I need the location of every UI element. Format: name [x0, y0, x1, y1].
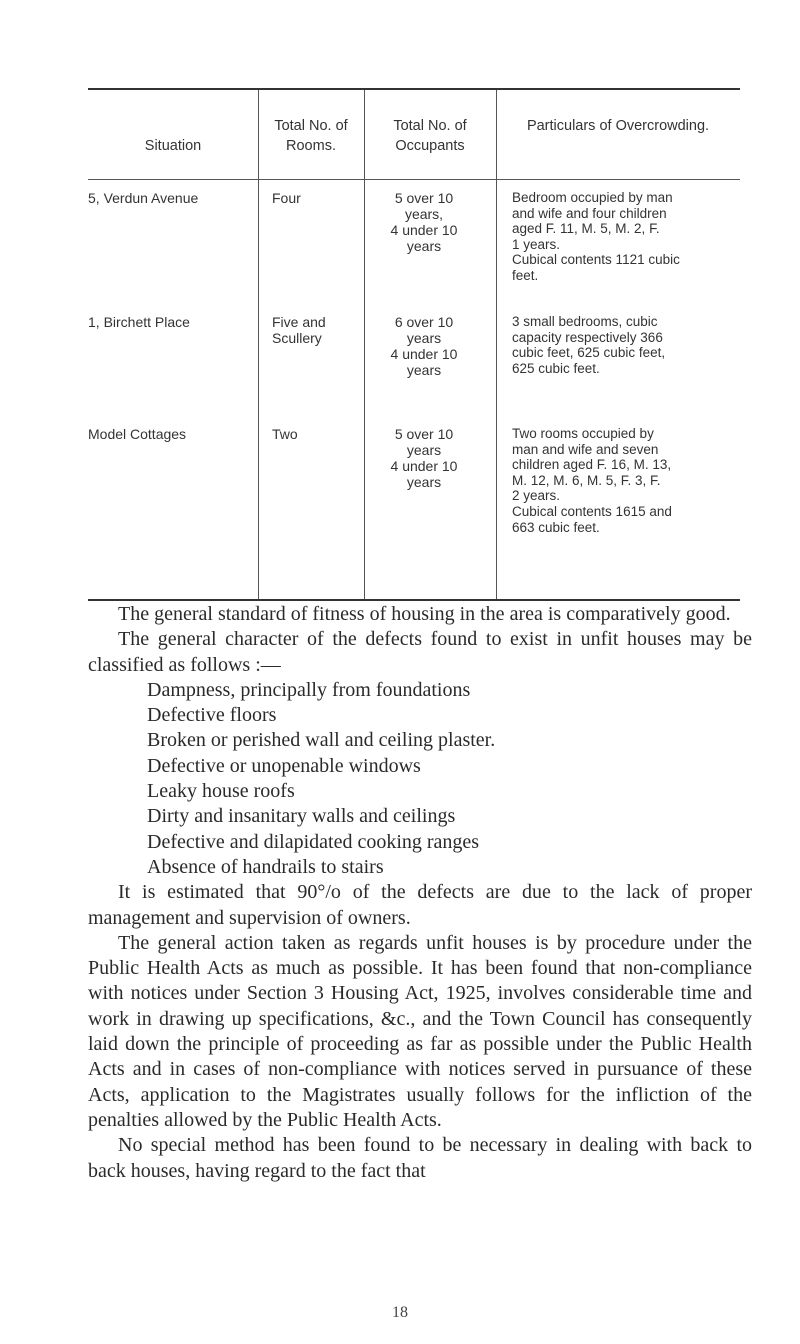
- row3-situation: Model Cottages: [88, 426, 187, 442]
- list-item: Absence of handrails to stairs: [147, 855, 384, 878]
- defects-list: [88, 678, 752, 880]
- text-line: years: [406, 330, 442, 346]
- row1-rooms: Four: [272, 190, 301, 206]
- text-line: years: [406, 442, 442, 458]
- text-line: Five and: [272, 314, 326, 330]
- text-line: years: [406, 474, 442, 490]
- text-line: feet.: [512, 267, 539, 283]
- text-line: 4 under 10: [390, 458, 458, 474]
- table-top-rule: [88, 88, 740, 90]
- list-item: Defective or unopenable windows: [147, 754, 421, 777]
- text-line: 5 over 10: [394, 426, 454, 442]
- text-line: years: [406, 238, 442, 254]
- text-line: man and wife and seven: [512, 441, 659, 457]
- text-line: 5 over 10: [394, 190, 454, 206]
- text-line: 4 under 10: [390, 222, 458, 238]
- header-situation: Situation: [144, 138, 202, 154]
- paragraph: It is estimated that 90°/o of the defects are due to the lack of proper management and supervision of owners.: [88, 881, 752, 929]
- column-divider: [496, 90, 497, 599]
- row2-situation: 1, Birchett Place: [88, 314, 190, 330]
- text-line: children aged F. 16, M. 13,: [512, 457, 672, 473]
- header-rooms: Total No. of Rooms.: [274, 118, 348, 154]
- text-line: Cubical contents 1615 and: [512, 503, 672, 519]
- row1-occupants: [364, 190, 484, 254]
- list-item: Dampness, principally from foundations: [147, 678, 471, 701]
- text-line: cubic feet, 625 cubic feet,: [512, 345, 666, 361]
- text-line: 6 over 10: [394, 314, 454, 330]
- text-line: 663 cubic feet.: [512, 519, 600, 535]
- list-item: Broken or perished wall and ceiling plaster.: [147, 729, 496, 752]
- row3-occupants: [364, 426, 484, 490]
- row2-rooms: [272, 314, 362, 346]
- row1-particulars: [512, 190, 740, 284]
- text-line: 4 under 10: [390, 346, 458, 362]
- text-line: and wife and four children: [512, 205, 667, 221]
- row3-particulars: [512, 426, 740, 535]
- row2-particulars: [512, 314, 740, 376]
- header-particulars: Particulars of Overcrowding.: [526, 118, 710, 134]
- text-line: aged F. 11, M. 5, M. 2, F.: [512, 221, 660, 237]
- text-line: 625 cubic feet.: [512, 360, 600, 376]
- text-line: M. 12, M. 6, M. 5, F. 3, F.: [512, 472, 661, 488]
- row2-occupants: [364, 314, 484, 378]
- header-occupants: Total No. of Occupants: [393, 118, 467, 154]
- paragraph: The general character of the defects found to exist in unfit houses may be classified as follows :—: [88, 628, 752, 676]
- row3-rooms: Two: [272, 426, 298, 442]
- text-line: capacity respectively 366: [512, 329, 663, 345]
- list-item: Leaky house roofs: [147, 780, 295, 803]
- body-text: [88, 602, 752, 1184]
- text-line: years: [406, 362, 442, 378]
- text-line: 3 small bedrooms, cubic: [512, 314, 658, 329]
- list-item: Defective and dilapidated cooking ranges: [147, 830, 480, 853]
- table-header-rule: [88, 179, 740, 180]
- text-line: Cubical contents 1121 cubic: [512, 252, 680, 268]
- column-divider: [258, 90, 259, 599]
- list-item: Defective floors: [147, 704, 277, 727]
- list-item: Dirty and insanitary walls and ceilings: [147, 805, 456, 828]
- table-bottom-rule: [88, 599, 740, 601]
- page-number: 18: [392, 1304, 408, 1321]
- row1-situation: 5, Verdun Avenue: [88, 190, 199, 206]
- text-line: 1 years.: [512, 236, 561, 252]
- text-line: years,: [404, 206, 444, 222]
- text-line: 2 years.: [512, 488, 561, 504]
- text-line: Scullery: [272, 330, 322, 346]
- text-line: Bedroom occupied by man: [512, 190, 673, 205]
- paragraph: The general action taken as regards unfit houses is by procedure under the Public Health Acts as much as possible. It has been found that non-compliance with notices under Section 3 Housing Act, 1925, involves considerable time and work in drawing up specifications, &c., and the Town Council has consequently laid down the principle of proceeding as far as possible under the Public Health Acts and in cases of non-compliance with notices served in pursuance of these Acts, application to the Magistrates usually follows for the infliction of the penalties allowed by the Public Health Acts.: [88, 931, 752, 1131]
- text-line: Two rooms occupied by: [512, 426, 654, 441]
- paragraph: The general standard of fitness of housing in the area is comparatively good.: [118, 603, 731, 625]
- overcrowding-table: [88, 88, 740, 601]
- paragraph: No special method has been found to be necessary in dealing with back to back houses, having regard to the fact that: [88, 1134, 752, 1182]
